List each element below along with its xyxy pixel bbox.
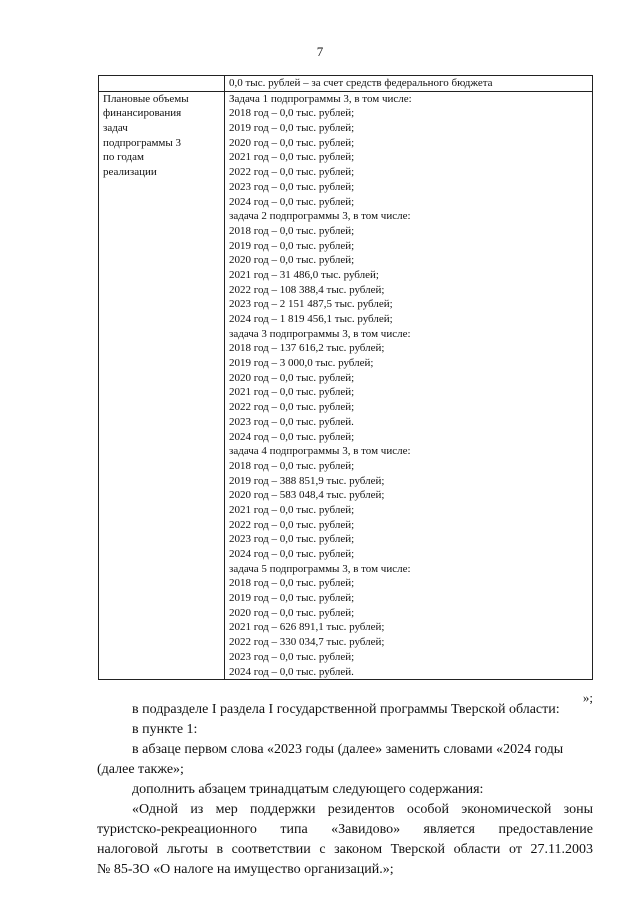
value-line: 2020 год – 0,0 тыс. рублей;: [229, 371, 355, 384]
quote-line-1: «Одной из мер поддержки резидентов особой экономической зоны: [132, 802, 593, 817]
table-cell-values: [225, 91, 593, 680]
quote-line-4: № 85-ЗО «О налоге на имущество организаций.»;: [97, 862, 394, 877]
value-line: 2023 год – 0,0 тыс. рублей;: [229, 533, 355, 546]
label-line: финансирования: [103, 107, 182, 120]
label-line: подпрограммы 3: [103, 136, 182, 149]
quote-line-3: налоговой льготы в соответствии с законом Тверской области от 27.11.2003: [97, 842, 593, 857]
value-line: 2020 год – 0,0 тыс. рублей;: [229, 254, 355, 267]
table-row-main: [99, 91, 593, 680]
value-line: 2024 год – 0,0 тыс. рублей;: [229, 548, 355, 561]
value-line: 2018 год – 0,0 тыс. рублей;: [229, 459, 355, 472]
value-line: 2019 год – 0,0 тыс. рублей;: [229, 122, 355, 135]
label-line: реализации: [103, 166, 157, 179]
paragraph-point: в пункте 1:: [132, 722, 198, 737]
table-cell-federal: 0,0 тыс. рублей – за счет средств федерального бюджета: [225, 76, 593, 92]
value-line: Задача 1 подпрограммы 3, в том числе:: [229, 92, 412, 105]
label-line: по годам: [103, 151, 144, 164]
value-line: 2024 год – 0,0 тыс. рублей;: [229, 430, 355, 443]
value-line: задача 2 подпрограммы 3, в том числе:: [229, 210, 411, 223]
value-line: 2021 год – 0,0 тыс. рублей;: [229, 386, 355, 399]
value-line: 2023 год – 0,0 тыс. рублей;: [229, 180, 355, 193]
table-row-top: [99, 76, 593, 92]
value-line: 2019 год – 0,0 тыс. рублей;: [229, 592, 355, 605]
page-number: 7: [316, 44, 324, 59]
value-line: 2022 год – 0,0 тыс. рублей;: [229, 401, 355, 414]
paragraph-replace-line2: (далее также»;: [97, 762, 184, 777]
value-line: 2023 год – 0,0 тыс. рублей.: [229, 415, 354, 428]
value-line: задача 3 подпрограммы 3, в том числе:: [229, 327, 411, 340]
value-line: 2018 год – 0,0 тыс. рублей;: [229, 107, 355, 120]
value-line: 2024 год – 1 819 456,1 тыс. рублей;: [229, 313, 393, 326]
value-line: 2019 год – 388 851,9 тыс. рублей;: [229, 474, 385, 487]
value-line: 2022 год – 0,0 тыс. рублей;: [229, 166, 355, 179]
label-line: задач: [103, 122, 128, 135]
paragraph-add: дополнить абзацем тринадцатым следующего содержания:: [132, 782, 484, 797]
value-line: 2018 год – 137 616,2 тыс. рублей;: [229, 342, 385, 355]
value-line: 2020 год – 0,0 тыс. рублей;: [229, 136, 355, 149]
closing-quote: »;: [582, 690, 593, 705]
value-line: 2023 год – 2 151 487,5 тыс. рублей;: [229, 298, 393, 311]
table-cell-empty: [99, 76, 225, 92]
value-line: 2020 год – 583 048,4 тыс. рублей;: [229, 489, 385, 502]
value-line: 2022 год – 108 388,4 тыс. рублей;: [229, 283, 385, 296]
value-line: 2019 год – 0,0 тыс. рублей;: [229, 239, 355, 252]
value-line: 2024 год – 0,0 тыс. рублей;: [229, 195, 355, 208]
value-line: 2018 год – 0,0 тыс. рублей;: [229, 224, 355, 237]
table-cell-label: [99, 91, 225, 680]
value-line: 2021 год – 626 891,1 тыс. рублей;: [229, 621, 385, 634]
value-line: 2024 год – 0,0 тыс. рублей.: [229, 665, 354, 678]
value-line: 2018 год – 0,0 тыс. рублей;: [229, 577, 355, 590]
value-line: 2021 год – 0,0 тыс. рублей;: [229, 503, 355, 516]
value-line: 2020 год – 0,0 тыс. рублей;: [229, 606, 355, 619]
paragraph-replace-line1: в абзаце первом слова «2023 годы (далее» заменить словами «2024 годы: [132, 742, 564, 757]
value-line: 2022 год – 0,0 тыс. рублей;: [229, 518, 355, 531]
value-line: 2019 год – 3 000,0 тыс. рублей;: [229, 357, 374, 370]
value-line: 2023 год – 0,0 тыс. рублей;: [229, 650, 355, 663]
value-line: 2021 год – 31 486,0 тыс. рублей;: [229, 268, 379, 281]
value-line: задача 5 подпрограммы 3, в том числе:: [229, 562, 411, 575]
quote-line-2: туристско-рекреационного типа «Завидово» является предоставление: [97, 822, 593, 837]
value-line: задача 4 подпрограммы 3, в том числе:: [229, 445, 411, 458]
label-line: Плановые объемы: [103, 92, 189, 105]
financing-table: [98, 75, 593, 680]
value-line: 2021 год – 0,0 тыс. рублей;: [229, 151, 355, 164]
paragraph-subsection: в подразделе I раздела I государственной программы Тверской области:: [132, 702, 560, 717]
value-line: 2022 год – 330 034,7 тыс. рублей;: [229, 636, 385, 649]
